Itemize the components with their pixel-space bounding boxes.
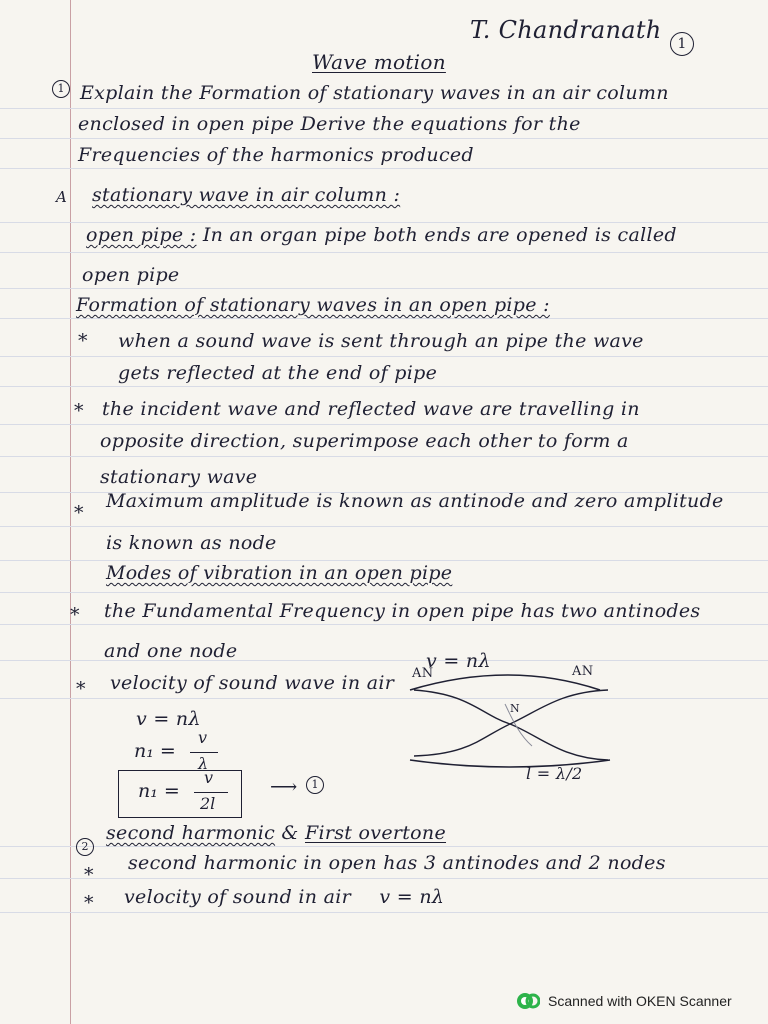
modes-heading: Modes of vibration in an open pipe [106, 562, 453, 584]
ruled-line [0, 624, 768, 625]
ruled-line [0, 138, 768, 139]
section-heading-part-2: First overtone [304, 822, 447, 844]
section-heading [106, 822, 446, 844]
ruled-line [0, 222, 768, 223]
answer-marker: A [56, 188, 68, 206]
ruled-line [0, 424, 768, 425]
fraction-bar [194, 792, 228, 793]
bullet-text: when a sound wave is sent through an pipe the wave [118, 330, 644, 352]
ruled-line [0, 252, 768, 253]
arrow-icon: ⟶ [270, 776, 298, 798]
question-line: Explain the Formation of stationary waves in an air column [80, 82, 669, 104]
section-line-equation: v = nλ [379, 886, 445, 908]
oken-scanner-logo-icon [516, 991, 540, 1011]
antinode-label-left: AN [412, 666, 434, 681]
wave-curve-2 [414, 690, 608, 756]
bullet-text: is known as node [106, 532, 277, 554]
equation-n1-denominator: λ [198, 754, 209, 773]
node-label: N [510, 702, 520, 715]
bullet-text: opposite direction, superimpose each other to form a [100, 430, 629, 452]
fraction-bar [190, 752, 218, 753]
bullet-text: the incident wave and reflected wave are travelling in [102, 398, 640, 420]
margin-line [70, 0, 71, 1024]
bullet-text: stationary wave [100, 466, 258, 488]
result-box [118, 770, 242, 818]
ruled-line [0, 592, 768, 593]
bullet-star: * [74, 502, 84, 524]
equation-v: v = nλ [136, 708, 201, 730]
question-number: 1 [52, 80, 70, 98]
result-denominator: 2l [200, 794, 216, 813]
bullet-star: * [84, 892, 94, 914]
open-pipe-diagram [400, 664, 620, 794]
ruled-line [0, 456, 768, 457]
open-pipe-definition-line [86, 224, 677, 246]
question-line: enclosed in open pipe Derive the equations for the [78, 113, 581, 135]
bullet-text: gets reflected at the end of pipe [118, 362, 438, 384]
page-title: Wave motion [312, 50, 446, 74]
question-line: Frequencies of the harmonics produced [78, 144, 474, 166]
equation-n1-numerator: v [198, 728, 208, 747]
page-number: 1 [670, 32, 694, 56]
open-pipe-definition: In an organ pipe both ends are opened is called [202, 224, 677, 246]
formation-heading: Formation of stationary waves in an open pipe : [76, 294, 550, 316]
ruled-line [0, 878, 768, 879]
ruled-line [0, 288, 768, 289]
scanner-text: Scanned with OKEN Scanner [548, 993, 732, 1009]
equation-n1-lhs: n₁ = [134, 740, 176, 762]
pipe-length-label: l = λ/2 [526, 764, 583, 783]
bullet-star: * [76, 678, 86, 700]
open-pipe-definition-continued: open pipe [82, 264, 180, 286]
ruled-line [0, 912, 768, 913]
bullet-text: and one node [104, 640, 238, 662]
velocity-equation: v = nλ [426, 650, 491, 672]
answer-heading: stationary wave in air column : [92, 184, 401, 206]
section-heading-ampersand: & [281, 822, 299, 844]
scanner-watermark [516, 990, 732, 1012]
section-line-velocity [124, 886, 444, 908]
result-numerator: v [204, 768, 214, 787]
author-name: T. Chandranath [470, 16, 662, 44]
wave-curve-1 [414, 690, 608, 760]
section-line-text: velocity of sound in air [124, 886, 352, 908]
velocity-line: velocity of sound wave in air [110, 672, 395, 694]
antinode-label-right: AN [572, 664, 594, 679]
bullet-star: * [70, 604, 80, 626]
ruled-line [0, 560, 768, 561]
open-pipe-term: open pipe : [86, 224, 197, 246]
ruled-line [0, 318, 768, 319]
bullet-star: * [84, 864, 94, 886]
bullet-star: * [78, 330, 88, 352]
equation-reference: 1 [306, 776, 324, 794]
section-number: 2 [76, 838, 94, 856]
ruled-line [0, 356, 768, 357]
bullet-text: Maximum amplitude is known as antinode and zero amplitude [106, 490, 724, 512]
ruled-line [0, 698, 768, 699]
section-heading-part-1: second harmonic [106, 822, 276, 844]
bullet-star: * [74, 400, 84, 422]
ruled-line [0, 846, 768, 847]
ruled-line [0, 108, 768, 109]
ruled-line [0, 526, 768, 527]
result-lhs: n₁ = [138, 780, 180, 802]
ruled-line [0, 386, 768, 387]
bullet-text: the Fundamental Frequency in open pipe has two antinodes [104, 600, 701, 622]
section-line: second harmonic in open has 3 antinodes and 2 nodes [128, 852, 666, 874]
ruled-line [0, 168, 768, 169]
